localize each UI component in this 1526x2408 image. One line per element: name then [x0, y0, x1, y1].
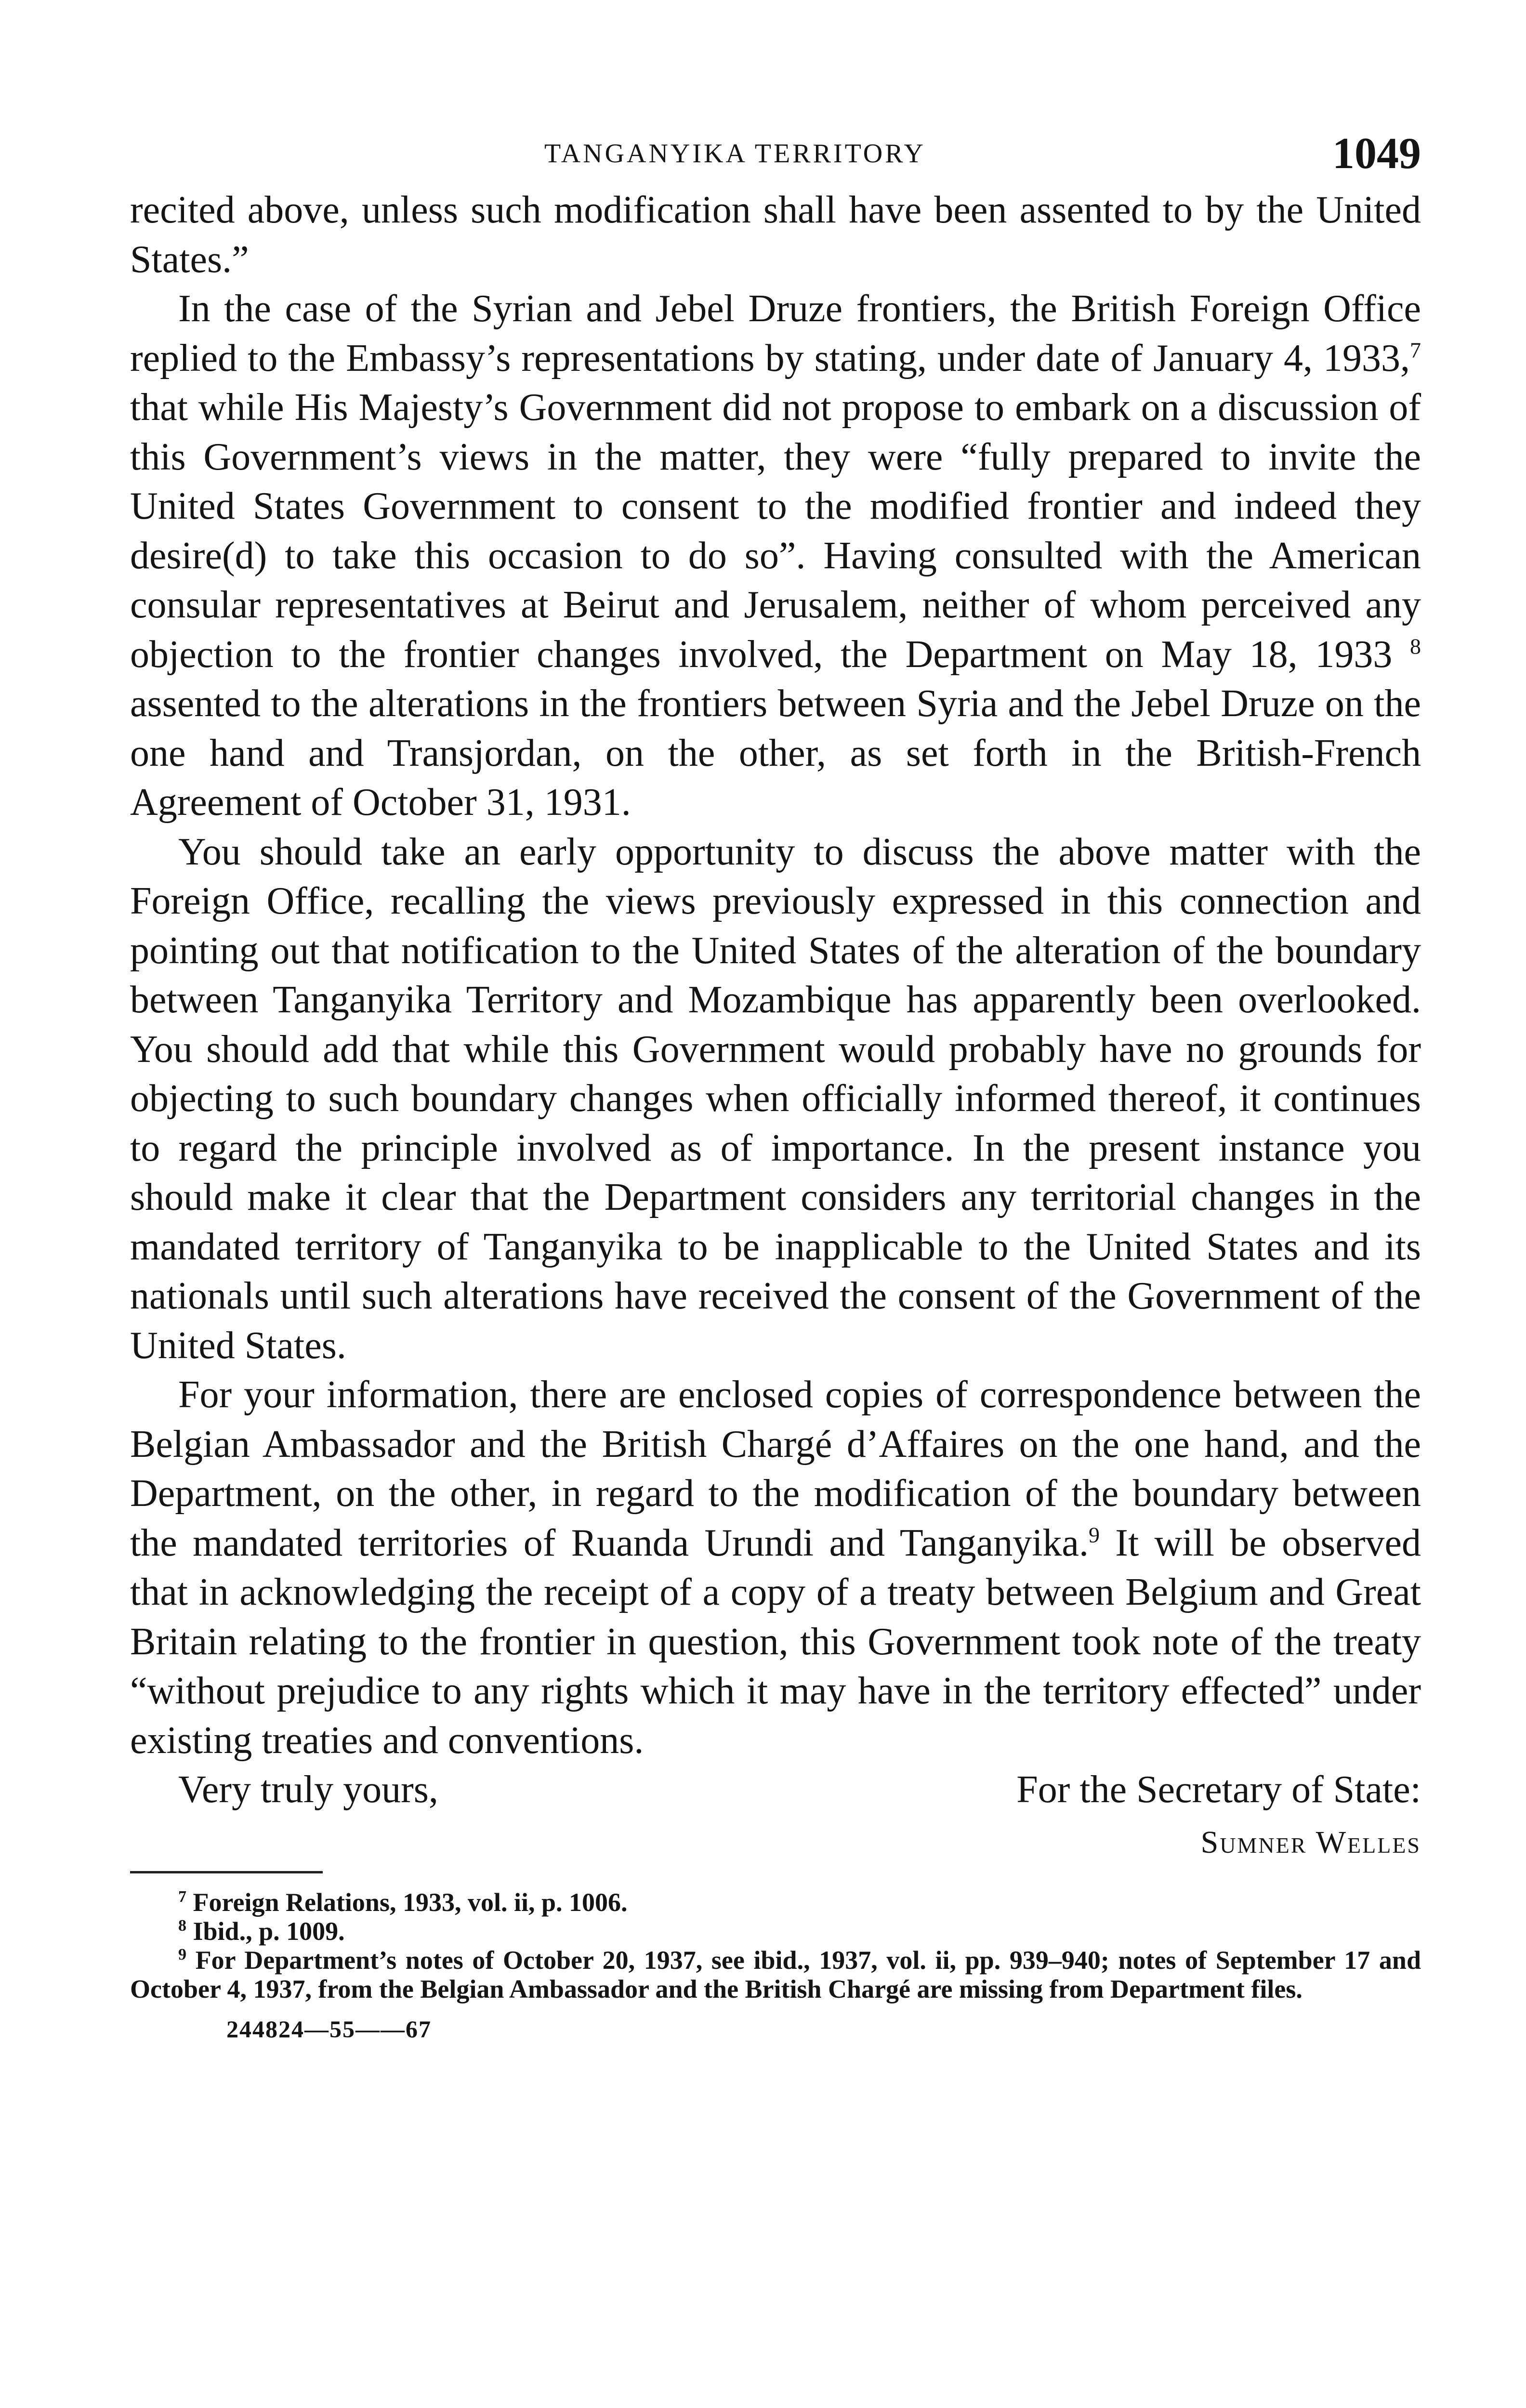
footnote-ref-7: 7 — [1410, 337, 1421, 362]
paragraph-enclosures — [130, 1370, 1421, 1765]
footnotes — [130, 1888, 1421, 2003]
footnote-text: For Department’s notes of October 20, 1937, see ibid., 1937, vol. ii, pp. 939–940; notes of September 17 and October 4, 1937, from the Belgian Ambassador and the British Chargé are missing from Department files. — [130, 1946, 1421, 2003]
paragraph-text: assented to the alterations in the frontiers between Syria and the Jebel Druze on the one hand and Transjordan, on the other, as set forth in the British-French Agreement of October 31, 1931. — [130, 682, 1421, 824]
paragraph-text: For your information, there are enclosed copies of correspondence between the Belgian Ambassador and the British Chargé d’Affaires on the one hand, and the Department, on the other, in regard to the modification of the boundary between the mandated territories of Ruanda Urundi and Tanganyika. — [130, 1374, 1421, 1564]
letter-closing — [130, 1765, 1421, 1871]
closing-salutation: Very truly yours, — [178, 1768, 438, 1811]
body-text — [130, 185, 1421, 1765]
document-page — [130, 128, 1421, 2043]
paragraph-instructions: You should take an early opportunity to discuss the above matter with the Foreign Office, recalling the views previously expressed in this connection and pointing out that notification to the United States of the alteration of the boundary between Tanganyika Territory and Mozambique has apparently been overlooked. You should add that while this Government would probably have no grounds for objecting to such boundary changes when officially informed thereof, it continues to regard the principle involved as of importance. In the present instance you should make it clear that the Department considers any territorial changes in the mandated territory of Tanganyika to be inapplicable to the United States and its nationals until such alterations have received the consent of the Government of the United States. — [130, 830, 1421, 1367]
footnote-ref-8: 8 — [1410, 633, 1421, 658]
footnote-text: Foreign Relations, 1933, vol. ii, p. 1006. — [193, 1888, 628, 1917]
footnote-7 — [130, 1888, 1421, 1917]
footnote-ref-9: 9 — [1088, 1522, 1100, 1547]
running-title: TANGANYIKA TERRITORY — [544, 139, 926, 169]
footnote-mark: 7 — [178, 1888, 186, 1906]
footnote-text: Ibid., p. 1009. — [193, 1917, 345, 1946]
print-code: 244824—55——67 — [226, 2015, 432, 2042]
page-number: 1049 — [1332, 129, 1421, 178]
running-header — [130, 128, 1421, 185]
footnote-8 — [130, 1917, 1421, 1946]
paragraph-text: In the case of the Syrian and Jebel Druze frontiers, the British Foreign Office replied to the Embassy’s representations by stating, under date of January 4, 1933, — [130, 288, 1421, 380]
paragraph-syrian-frontiers — [130, 284, 1421, 827]
paragraph-text: It will be observed that in acknowledging the receipt of a copy of a treaty between Belgium and Great Britain relating to the frontier in question, this Government took note of the treaty “without prejudice to any rights which it may have in the territory effected” under existing treaties and conventions. — [130, 1521, 1421, 1762]
signature: Sumner Welles — [1200, 1825, 1421, 1860]
paragraph-text: that while His Majesty’s Government did not propose to embark on a discussion of this Government’s views in the matter, they were “fully prepared to invite the United States Government to consent to the modified frontier and indeed they desire(d) to take this occasion to do so”. Having consulted with the American consular representatives at Beirut and Jerusalem, neither of whom perceived any objection to the frontier changes involved, the Department on May 18, 1933 — [130, 386, 1421, 676]
for-secretary-line: For the Secretary of State: — [1016, 1768, 1421, 1811]
paragraph-continued: recited above, unless such modification shall have been assented to by the United States.” — [130, 189, 1421, 281]
footnote-divider — [130, 1871, 323, 1873]
footnote-mark: 9 — [178, 1946, 186, 1963]
footnote-mark: 8 — [178, 1917, 186, 1935]
footnote-9 — [130, 1946, 1421, 2003]
